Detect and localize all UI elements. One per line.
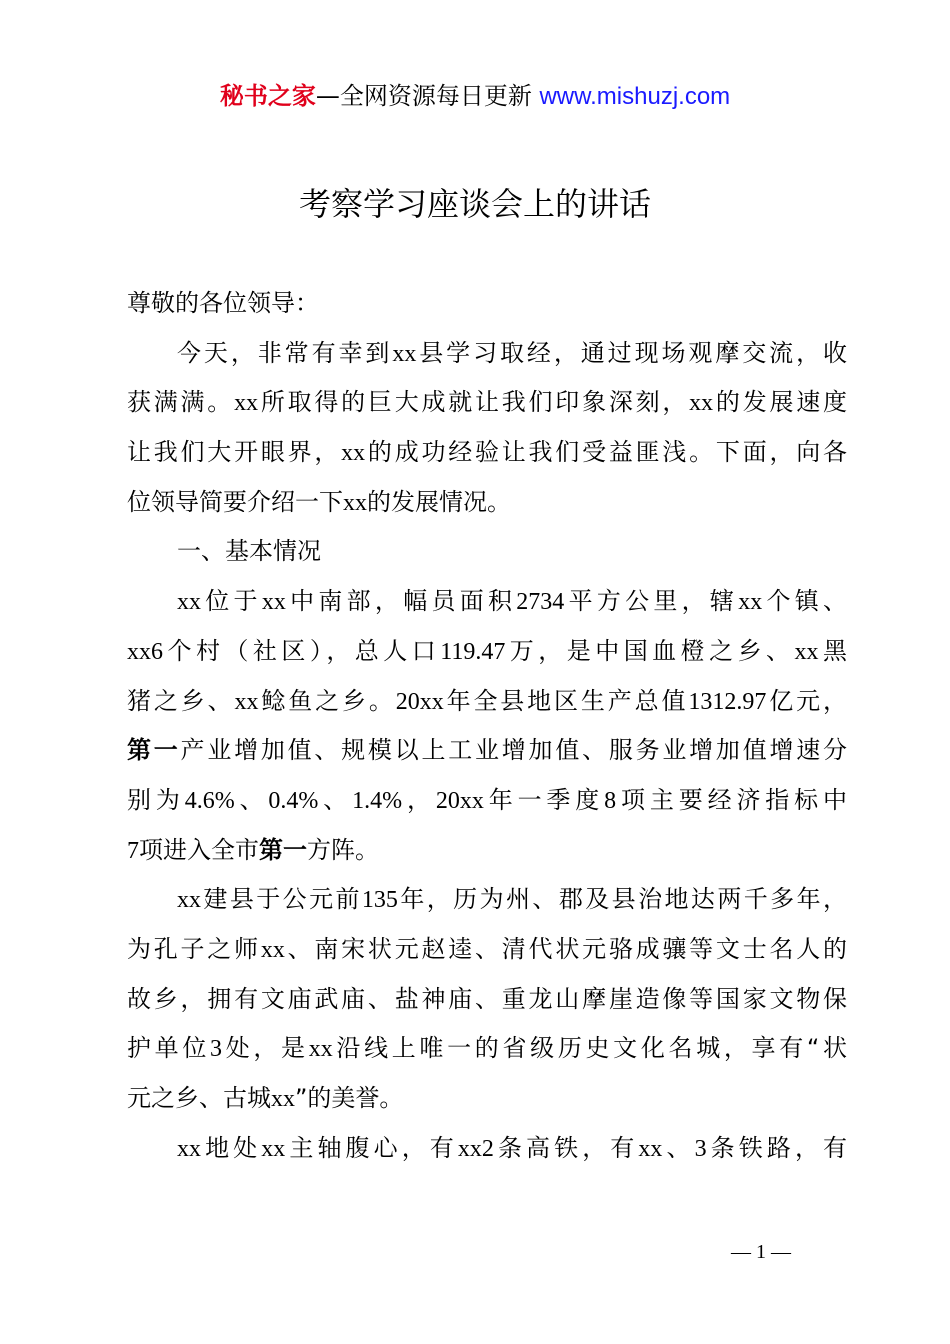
section-heading: 一、基本情况 xyxy=(177,537,321,566)
paragraph-line: 获满满。xx所取得的巨大成就让我们印象深刻，xx的发展速度 xyxy=(127,388,848,417)
site-url[interactable]: www.mishuzj.com xyxy=(539,83,731,110)
paragraph-line: 位领导简要介绍一下xx的发展情况。 xyxy=(127,487,511,516)
paragraph-line: 第一产业增加值、规模以上工业增加值、服务业增加值增速分 xyxy=(127,736,848,765)
paragraph-line: 元之乡、古城xx”的美誉。 xyxy=(127,1084,404,1112)
header-tagline: —全网资源每日更新 xyxy=(315,82,532,110)
salutation: 尊敬的各位领导： xyxy=(127,289,319,317)
paragraph-line: 护单位3处，是xx沿线上唯一的省级历史文化名城，享有“状 xyxy=(127,1034,848,1063)
paragraph-line: 猪之乡、xx鲶鱼之乡。20xx年全县地区生产总值1312.97亿元， xyxy=(127,686,848,715)
paragraph-line: xx6个村（社区），总人口119.47万，是中国血橙之乡、xx黑 xyxy=(127,636,848,665)
brand-name: 秘书之家 xyxy=(219,82,316,110)
paragraph-line: 今天，非常有幸到xx县学习取经，通过现场观摩交流，收 xyxy=(177,338,848,367)
paragraph-line: xx建县于公元前135年，历为州、郡及县治地达两千多年， xyxy=(177,885,848,914)
page-number: — 1 — xyxy=(731,1241,791,1263)
document-body xyxy=(127,279,847,1173)
paragraph-line: xx地处xx主轴腹心，有xx2条高铁，有xx、3条铁路，有 xyxy=(177,1133,848,1162)
paragraph-line: 7项进入全市第一方阵。 xyxy=(127,835,379,864)
paragraph-line: xx位于xx中南部，幅员面积2734平方公里，辖xx个镇、 xyxy=(177,587,848,616)
document-title: 考察学习座谈会上的讲话 xyxy=(298,185,651,223)
paragraph-line: 别为4.6%、0.4%、1.4%，20xx年一季度8项主要经济指标中 xyxy=(127,785,848,814)
site-header xyxy=(0,80,950,113)
paragraph-line: 让我们大开眼界，xx的成功经验让我们受益匪浅。下面，向各 xyxy=(127,438,848,467)
paragraph-line: 故乡，拥有文庙武庙、盐神庙、重龙山摩崖造像等国家文物保 xyxy=(127,984,847,1013)
paragraph-line: 为孔子之师xx、南宋状元赵逵、清代状元骆成骧等文士名人的 xyxy=(127,934,848,963)
